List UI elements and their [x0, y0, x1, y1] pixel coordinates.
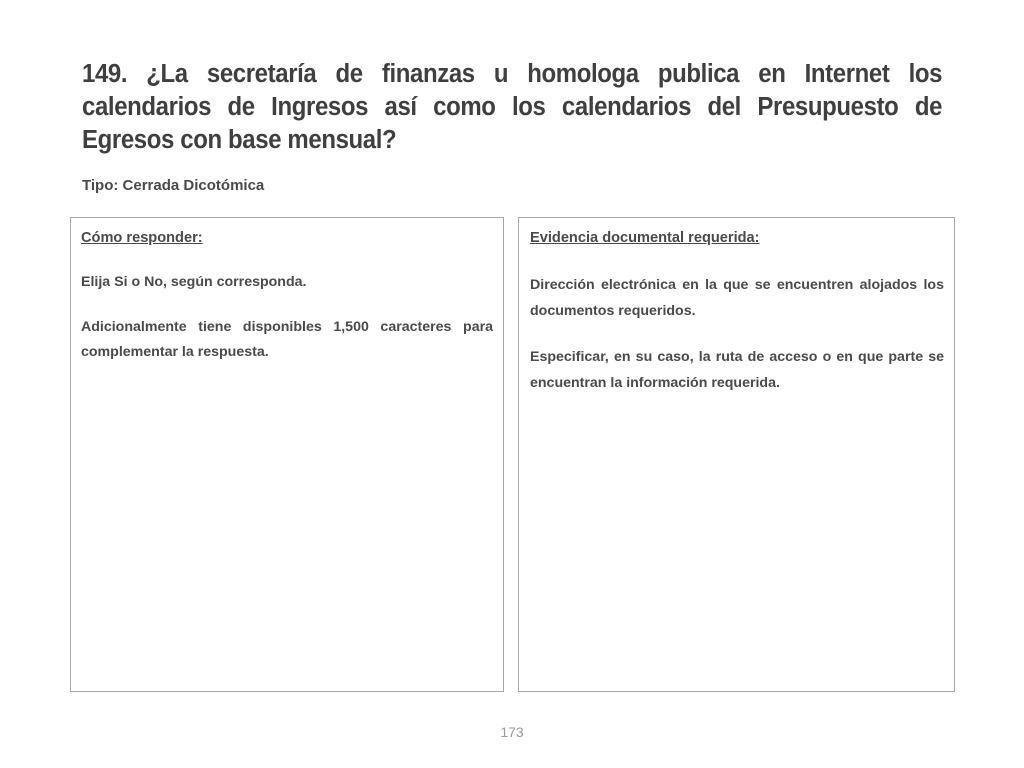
how-to-answer-instruction: Elija Si o No, según corresponda. [81, 274, 307, 290]
how-to-answer-title: Cómo responder: [81, 230, 203, 246]
how-to-answer-additional: Adicionalmente tiene disponibles 1,500 caracteres para complementar la respuesta. [81, 319, 493, 360]
documentary-evidence-path: Especificar, en su caso, la ruta de acceso o en que parte se encuentran la información requerida. [530, 349, 944, 391]
how-to-answer-panel [70, 217, 504, 692]
question-type: Tipo: Cerrada Dicotómica [82, 177, 265, 194]
page-number: 173 [500, 724, 524, 740]
question-heading: 149. ¿La secretaría de finanzas u homologa publica en Internet los calendarios de Ingresos así como los calendarios del Presupuesto de Egresos con base mensual? [82, 60, 943, 154]
documentary-evidence-panel [518, 217, 955, 692]
documentary-evidence-address: Dirección electrónica en la que se encuentren alojados los documentos requeridos. [530, 277, 944, 319]
documentary-evidence-title: Evidencia documental requerida: [530, 230, 760, 246]
